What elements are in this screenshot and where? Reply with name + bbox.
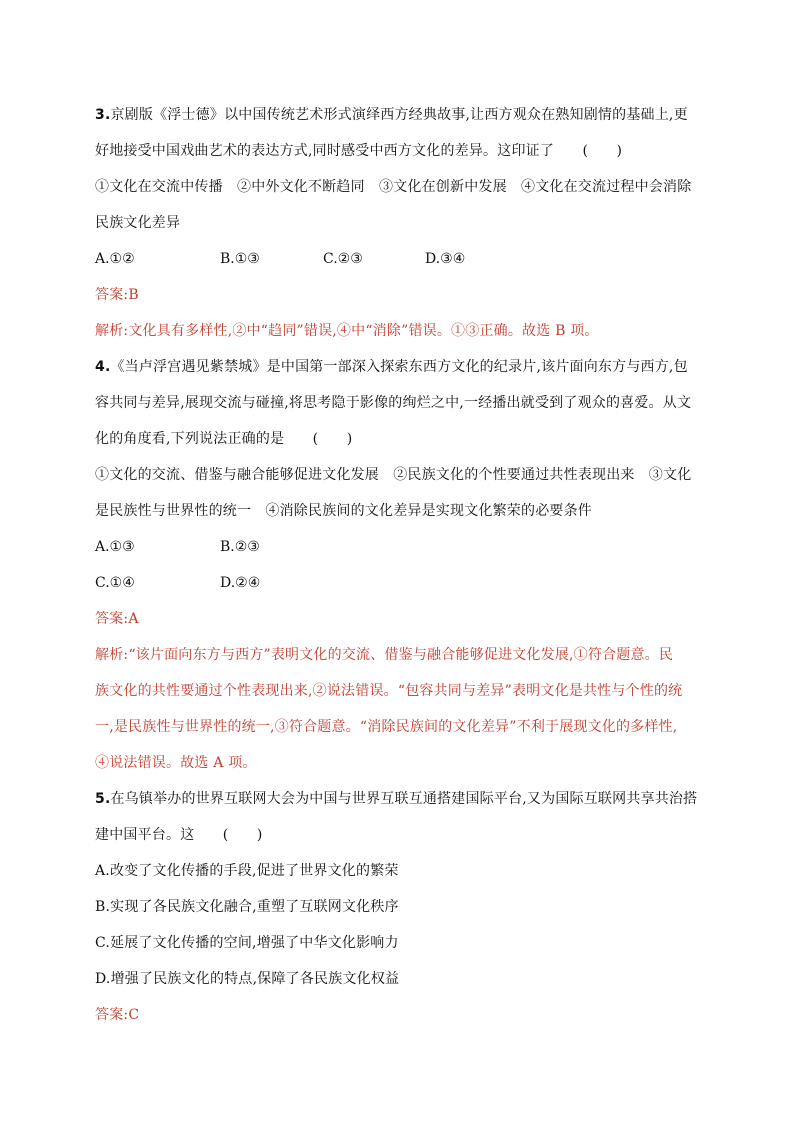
q3-analysis-text: 解析:文化具有多样性,②中“趋同”错误,④中“消除”错误。①③正确。故选 B 项。 (95, 323, 599, 339)
q4-stem-line-1 (95, 358, 688, 376)
q5-stem-text-1: 在乌镇举办的世界互联网大会为中国与世界互联互通搭建国际平台,又为国际互联网共享共治搭 (110, 791, 698, 807)
q5-stem-line-1 (95, 790, 697, 808)
q5-option-b: B.实现了各民族文化融合,重塑了互联网文化秩序 (95, 899, 399, 915)
q4-number: 4. (95, 359, 111, 375)
q4-stem-line-2: 容共同与差异,展现交流与碰撞,将思考隐于影像的绚烂之中,一经播出就受到了观众的喜爱。从文 (95, 395, 692, 411)
q4-stem-text-1: 《当卢浮宫遇见紫禁城》是中国第一部深入探索东西方文化的纪录片,该片面向东方与西方,包 (110, 359, 688, 375)
q4-analysis-line-2: 族文化的共性要通过个性表现出来,②说法错误。“包容共同与差异”表明文化是共性与个性的统 (95, 683, 683, 699)
q4-option-a: A.①③ (95, 539, 135, 555)
q3-items-line-2: 民族文化差异 (95, 215, 181, 231)
q5-option-a: A.改变了文化传播的手段,促进了世界文化的繁荣 (95, 863, 399, 879)
q4-items-line-2: 是民族性与世界性的统一 ④消除民族间的文化差异是实现文化繁荣的必要条件 (95, 503, 592, 519)
q3-stem-line-2: 好地接受中国戏曲艺术的表达方式,同时感受中西方文化的差异。这印证了 ( ) (95, 143, 623, 159)
q3-option-d: D.③④ (425, 251, 466, 267)
q4-analysis-line-4: ④说法错误。故选 A 项。 (95, 755, 257, 771)
q4-analysis-line-3: 一,是民族性与世界性的统一,③符合题意。“消除民族间的文化差异”不利于展现文化的多样性, (95, 719, 678, 735)
q4-answer: 答案:A (95, 611, 139, 627)
q3-stem-text-1: 京剧版《浮士德》以中国传统艺术形式演绎西方经典故事,让西方观众在熟知剧情的基础上,更 (110, 107, 688, 123)
q5-option-d: D.增强了民族文化的特点,保障了各民族文化权益 (95, 971, 400, 987)
q4-stem-line-3: 化的角度看,下列说法正确的是 ( ) (95, 431, 353, 447)
q4-option-d: D.②④ (220, 575, 261, 591)
q3-analysis (95, 322, 599, 340)
q3-items-line-1: ①文化在交流中传播 ②中外文化不断趋同 ③文化在创新中发展 ④文化在交流过程中会消除 (95, 179, 692, 195)
q5-stem-line-2: 建中国平台。这 ( ) (95, 827, 263, 843)
q5-option-c: C.延展了文化传播的空间,增强了中华文化影响力 (95, 935, 399, 951)
q5-number: 5. (95, 791, 111, 807)
q4-items-line-1: ①文化的交流、借鉴与融合能够促进文化发展 ②民族文化的个性要通过共性表现出来 ③文化 (95, 467, 692, 483)
q3-answer: 答案:B (95, 287, 139, 303)
q3-option-b: B.①③ (220, 251, 260, 267)
q3-stem-line-1 (95, 106, 688, 124)
q4-option-c: C.①④ (95, 575, 135, 591)
q4-analysis-line-1: 解析:“该片面向东方与西方”表明文化的交流、借鉴与融合能够促进文化发展,①符合题意。民 (95, 647, 674, 663)
q3-number: 3. (95, 107, 111, 123)
q3-option-c: C.②③ (323, 251, 363, 267)
q5-answer: 答案:C (95, 1007, 140, 1023)
q3-option-a: A.①② (95, 251, 135, 267)
q4-option-b: B.②③ (220, 539, 260, 555)
